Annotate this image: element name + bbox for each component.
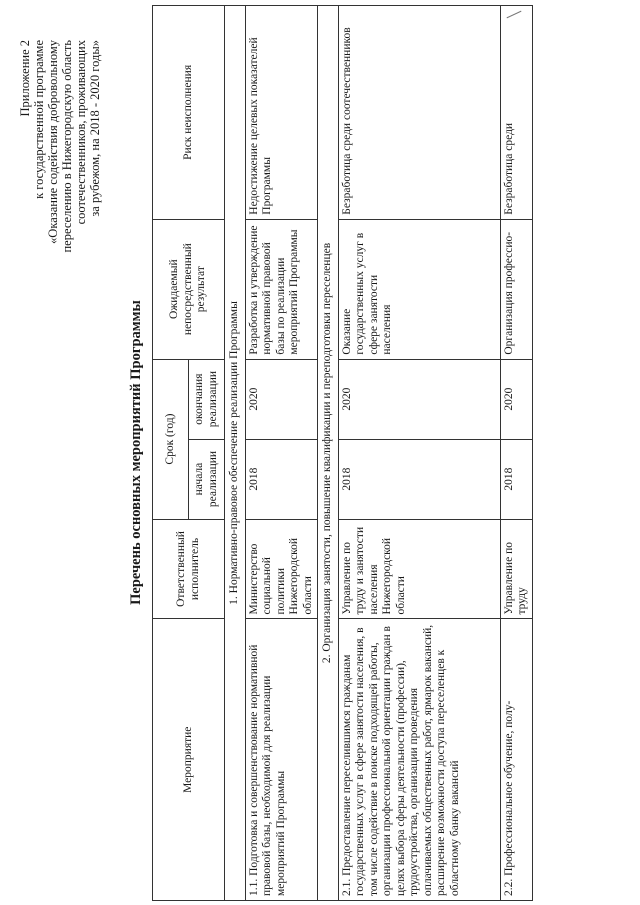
result-cell: Оказание государственных услуг в сфере занятости населения <box>338 219 500 359</box>
header-line: «Оказание содействия добровольному <box>46 40 60 244</box>
section-title: 2. Организация занятости, повышение квалификации и переподготовки переселенцев <box>318 6 339 901</box>
appendix-header <box>18 40 102 340</box>
result-cell: Разработка и утверждение нормативной правовой базы по реализации мероприятий Программы <box>245 219 318 359</box>
event-cell: 2.1. Предоставление переселившимся гражданам государственных услуг в сфере занятости населения, в том числе содействие в поиске подходящей работы, организации профессиональной ориентации граждан в целях выбора сферы деятельности (профессии), трудоустройства, организации проведения оплачиваемых общественных работ, ярмарок вакансий, расширение возможности доступа переселенцев к областному банку вакансий <box>338 619 500 901</box>
result-cell: Организация профессио- <box>500 219 532 359</box>
header-line: переселению в Нижегородскую область <box>60 40 74 253</box>
table-header-row <box>153 6 189 901</box>
risk-cell: Недостижение целевых показателей Программы <box>245 6 318 220</box>
event-cell: 1.1. Подготовка и совершенствование нормативной правовой базы, необходимой для реализации мероприятий Программы <box>245 619 318 901</box>
responsible-cell: Управление по труду <box>500 519 532 619</box>
col-start-header: начала реализации <box>189 439 225 519</box>
responsible-cell: Министерство социальной политики Нижегородской области <box>245 519 318 619</box>
end-cell: 2020 <box>500 359 532 439</box>
col-event-header: Мероприятие <box>153 619 225 901</box>
end-cell: 2020 <box>338 359 500 439</box>
section-row <box>225 6 246 901</box>
risk-cell: Безработица среди <box>500 6 532 220</box>
col-end-header: окончания реализации <box>189 359 225 439</box>
document-title: Перечень основных мероприятий Программы <box>128 300 144 605</box>
table-row <box>500 6 532 901</box>
col-risk-header: Риск неисполнения <box>153 6 225 220</box>
header-line: к государственной программе <box>32 40 46 199</box>
start-cell: 2018 <box>245 439 318 519</box>
header-line: соотечественников, проживающих <box>74 40 88 225</box>
col-responsible-header: Ответственный исполнитель <box>153 519 225 619</box>
start-cell: 2018 <box>500 439 532 519</box>
events-table <box>152 5 533 901</box>
section-row <box>318 6 339 901</box>
table-row <box>245 6 318 901</box>
event-cell: 2.2. Профессиональное обучение, полу- <box>500 619 532 901</box>
section-title: 1. Нормативно-правовое обеспечение реализации Программы <box>225 6 246 901</box>
responsible-cell: Управление по труду и занятости населения Нижегородской области <box>338 519 500 619</box>
risk-cell: Безработица среди соотечественников <box>338 6 500 220</box>
header-line: Приложение 2 <box>18 40 32 117</box>
col-result-header: Ожидаемый непосредственный результат <box>153 219 225 359</box>
start-cell: 2018 <box>338 439 500 519</box>
col-term-header: Срок (год) <box>153 359 189 519</box>
table-row <box>338 6 500 901</box>
end-cell: 2020 <box>245 359 318 439</box>
header-line: за рубежом, на 2018 - 2020 годы» <box>88 40 102 217</box>
